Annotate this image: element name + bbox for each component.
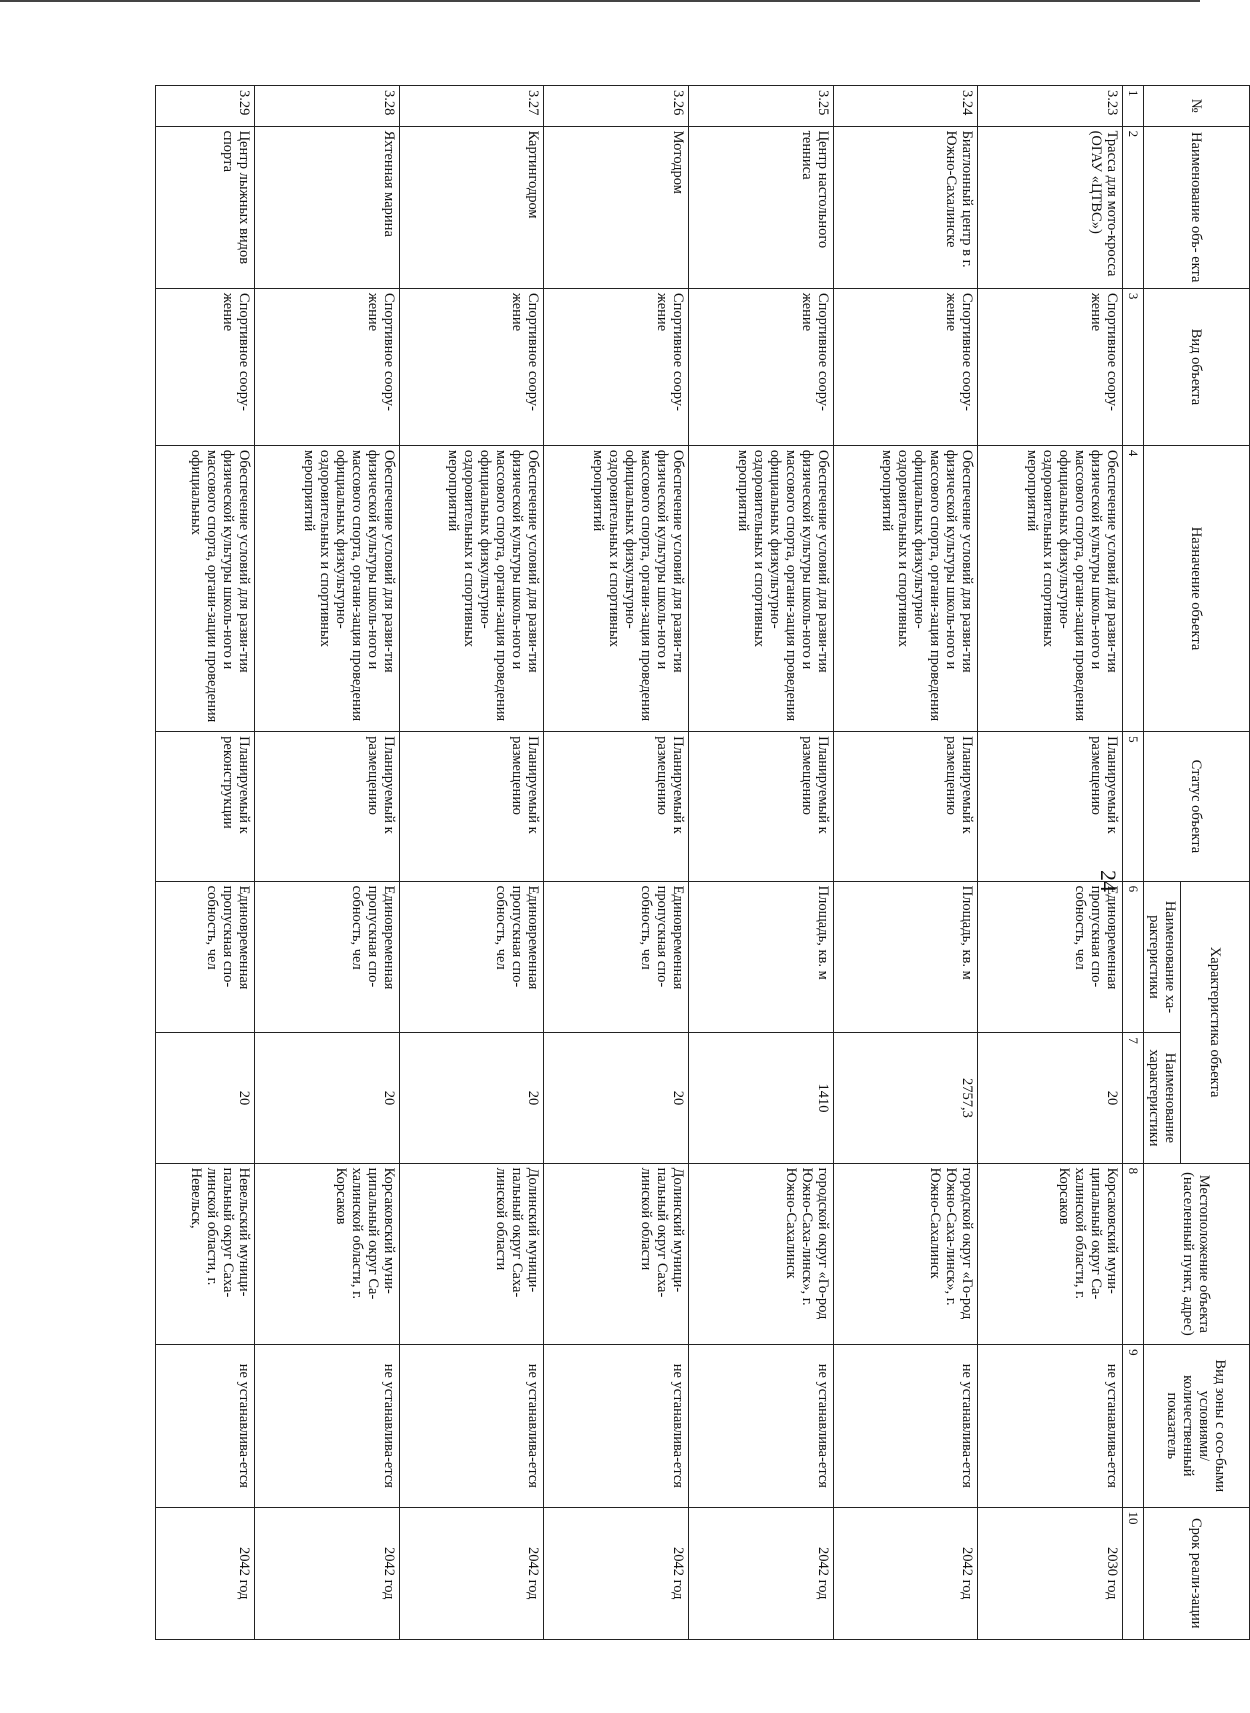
characteristic-name-cell: Единовременная пропускная спо-собность, чел bbox=[254, 881, 399, 1033]
location-cell: Долинский муници-пальный округ Саха-линской области bbox=[399, 1163, 544, 1345]
object-status-cell: Планируемый к размещению bbox=[978, 732, 1123, 882]
table-body bbox=[156, 86, 1123, 1640]
zone-cell: не устанавлива-ется bbox=[544, 1345, 689, 1507]
document-page bbox=[155, 85, 1250, 1640]
row-number-cell: 3.28 bbox=[254, 86, 399, 127]
zone-cell: не устанавлива-ется bbox=[833, 1345, 978, 1507]
location-cell: городской округ «Го-род Южно-Саха-линск», г. Южно-Сахалинск bbox=[688, 1163, 833, 1345]
header-deadline: Срок реали-зации bbox=[1144, 1507, 1250, 1640]
row-number-cell: 3.26 bbox=[544, 86, 689, 127]
table-row bbox=[833, 86, 978, 1640]
characteristic-value-cell: 20 bbox=[156, 1033, 255, 1163]
column-number: 1 bbox=[1123, 86, 1144, 127]
object-type-cell: Спортивное соору-жение bbox=[156, 288, 255, 445]
characteristic-name-cell: Единовременная пропускная спо-собность, чел bbox=[399, 881, 544, 1033]
table-row bbox=[978, 86, 1123, 1640]
deadline-cell: 2042 год bbox=[833, 1507, 978, 1640]
zone-cell: не устанавлива-ется bbox=[156, 1345, 255, 1507]
table-row bbox=[544, 86, 689, 1640]
object-name-cell: Картингодром bbox=[399, 126, 544, 288]
column-number: 8 bbox=[1123, 1163, 1144, 1345]
column-number: 10 bbox=[1123, 1507, 1144, 1640]
object-name-cell: Центр настольного тенниса bbox=[688, 126, 833, 288]
deadline-cell: 2042 год bbox=[156, 1507, 255, 1640]
column-number: 6 bbox=[1123, 881, 1144, 1033]
characteristic-value-cell: 20 bbox=[544, 1033, 689, 1163]
location-cell: Корсаковский муни-ципальный округ Са-халинской области, г. Корсаков bbox=[254, 1163, 399, 1345]
characteristic-name-cell: Единовременная пропускная спо-собность, чел bbox=[978, 881, 1123, 1033]
object-name-cell: Трасса для мото-кросса (ОГАУ «ЦТВС») bbox=[978, 126, 1123, 288]
header-purpose: Назначение объекта bbox=[1144, 445, 1250, 731]
column-number: 9 bbox=[1123, 1345, 1144, 1507]
object-status-cell: Планируемый к размещению bbox=[399, 732, 544, 882]
header-zone: Вид зоны с осо-быми условиями/ количественный показатель bbox=[1144, 1345, 1250, 1507]
zone-cell: не устанавлива-ется bbox=[978, 1345, 1123, 1507]
characteristic-name-cell: Площадь, кв. м bbox=[833, 881, 978, 1033]
column-number: 5 bbox=[1123, 732, 1144, 882]
characteristic-value-cell: 2757,3 bbox=[833, 1033, 978, 1163]
object-name-cell: Мотодром bbox=[544, 126, 689, 288]
column-numbers-row bbox=[1123, 86, 1144, 1640]
header-location: Местоположение объекта (населенный пункт, адрес) bbox=[1144, 1163, 1250, 1345]
object-type-cell: Спортивное соору-жение bbox=[544, 288, 689, 445]
table-row bbox=[688, 86, 833, 1640]
header-status: Статус объекта bbox=[1144, 732, 1250, 882]
zone-cell: не устанавлива-ется bbox=[254, 1345, 399, 1507]
location-cell: Долинский муници-пальный округ Саха-линской области bbox=[544, 1163, 689, 1345]
zone-cell: не устанавлива-ется bbox=[688, 1345, 833, 1507]
header-type: Вид объекта bbox=[1144, 288, 1250, 445]
object-purpose-cell: Обеспечение условий для разви-тия физической культуры школь-ного и массового спорта, органи-зация проведения официальных физкультурно-оздоровительных и спортивных мероприятий bbox=[978, 445, 1123, 731]
deadline-cell: 2042 год bbox=[688, 1507, 833, 1640]
header-char-name: Наименование ха-рактеристики bbox=[1144, 881, 1181, 1033]
object-type-cell: Спортивное соору-жение bbox=[978, 288, 1123, 445]
object-name-cell: Биатлонный центр в г. Южно-Сахалинске bbox=[833, 126, 978, 288]
column-number: 3 bbox=[1123, 288, 1144, 445]
page-number: 24 bbox=[1096, 870, 1121, 892]
location-cell: городской округ «Го-род Южно-Саха-линск», г. Южно-Сахалинск bbox=[833, 1163, 978, 1345]
column-number: 4 bbox=[1123, 445, 1144, 731]
deadline-cell: 2030 год bbox=[978, 1507, 1123, 1640]
object-purpose-cell: Обеспечение условий для разви-тия физической культуры школь-ного и массового спорта, органи-зация проведения официальных физкультурно-оздоровительных и спортивных мероприятий bbox=[399, 445, 544, 731]
row-number-cell: 3.29 bbox=[156, 86, 255, 127]
object-purpose-cell: Обеспечение условий для разви-тия физической культуры школь-ного и массового спорта, органи-зации проведения официальных bbox=[156, 445, 255, 731]
header-num: № bbox=[1144, 86, 1250, 127]
column-number: 7 bbox=[1123, 1033, 1144, 1163]
row-number-cell: 3.24 bbox=[833, 86, 978, 127]
characteristic-value-cell: 1410 bbox=[688, 1033, 833, 1163]
location-cell: Корсаковский муни-ципальный округ Са-халинской области, г. Корсаков bbox=[978, 1163, 1123, 1345]
location-cell: Невельский муници-пальный округ Саха-линской области, г. Невельск, bbox=[156, 1163, 255, 1345]
object-purpose-cell: Обеспечение условий для разви-тия физической культуры школь-ного и массового спорта, органи-зация проведения официальных физкультурно-оздоровительных и спортивных мероприятий bbox=[833, 445, 978, 731]
characteristic-name-cell: Площадь, кв. м bbox=[688, 881, 833, 1033]
header-row bbox=[1181, 86, 1250, 1640]
object-status-cell: Планируемый к размещению bbox=[254, 732, 399, 882]
deadline-cell: 2042 год bbox=[544, 1507, 689, 1640]
object-type-cell: Спортивное соору-жение bbox=[399, 288, 544, 445]
object-purpose-cell: Обеспечение условий для разви-тия физической культуры школь-ного и массового спорта, органи-зация проведения официальных физкультурно-оздоровительных и спортивных мероприятий bbox=[688, 445, 833, 731]
object-status-cell: Планируемый к размещению bbox=[833, 732, 978, 882]
characteristic-value-cell: 20 bbox=[978, 1033, 1123, 1163]
object-type-cell: Спортивное соору-жение bbox=[833, 288, 978, 445]
table-row bbox=[156, 86, 255, 1640]
object-status-cell: Планируемый к размещению bbox=[688, 732, 833, 882]
deadline-cell: 2042 год bbox=[399, 1507, 544, 1640]
object-name-cell: Центр лыжных видов спорта bbox=[156, 126, 255, 288]
column-number: 2 bbox=[1123, 126, 1144, 288]
object-status-cell: Планируемый к реконструкции bbox=[156, 732, 255, 882]
header-char-value: Наименование характеристики bbox=[1144, 1033, 1181, 1163]
header-characteristics: Характеристика объекта bbox=[1181, 881, 1250, 1163]
object-type-cell: Спортивное соору-жение bbox=[254, 288, 399, 445]
objects-table bbox=[155, 85, 1250, 1640]
row-number-cell: 3.23 bbox=[978, 86, 1123, 127]
top-border-line bbox=[0, 0, 1200, 2]
object-name-cell: Яхтенная марина bbox=[254, 126, 399, 288]
zone-cell: не устанавлива-ется bbox=[399, 1345, 544, 1507]
table-row bbox=[399, 86, 544, 1640]
object-type-cell: Спортивное соору-жение bbox=[688, 288, 833, 445]
characteristic-value-cell: 20 bbox=[399, 1033, 544, 1163]
object-status-cell: Планируемый к размещению bbox=[544, 732, 689, 882]
characteristic-name-cell: Единовременная пропускная спо-собность, чел bbox=[544, 881, 689, 1033]
object-purpose-cell: Обеспечение условий для разви-тия физической культуры школь-ного и массового спорта, органи-зация проведения официальных физкультурно-оздоровительных и спортивных мероприятий bbox=[254, 445, 399, 731]
characteristic-name-cell: Единовременная пропускная спо-собность, чел bbox=[156, 881, 255, 1033]
object-purpose-cell: Обеспечение условий для разви-тия физической культуры школь-ного и массового спорта, органи-зация проведения официальных физкультурно-оздоровительных и спортивных мероприятий bbox=[544, 445, 689, 731]
header-name: Наименование объ- екта bbox=[1144, 126, 1250, 288]
table-row bbox=[254, 86, 399, 1640]
row-number-cell: 3.27 bbox=[399, 86, 544, 127]
row-number-cell: 3.25 bbox=[688, 86, 833, 127]
rotated-content bbox=[155, 85, 1250, 1640]
deadline-cell: 2042 год bbox=[254, 1507, 399, 1640]
characteristic-value-cell: 20 bbox=[254, 1033, 399, 1163]
